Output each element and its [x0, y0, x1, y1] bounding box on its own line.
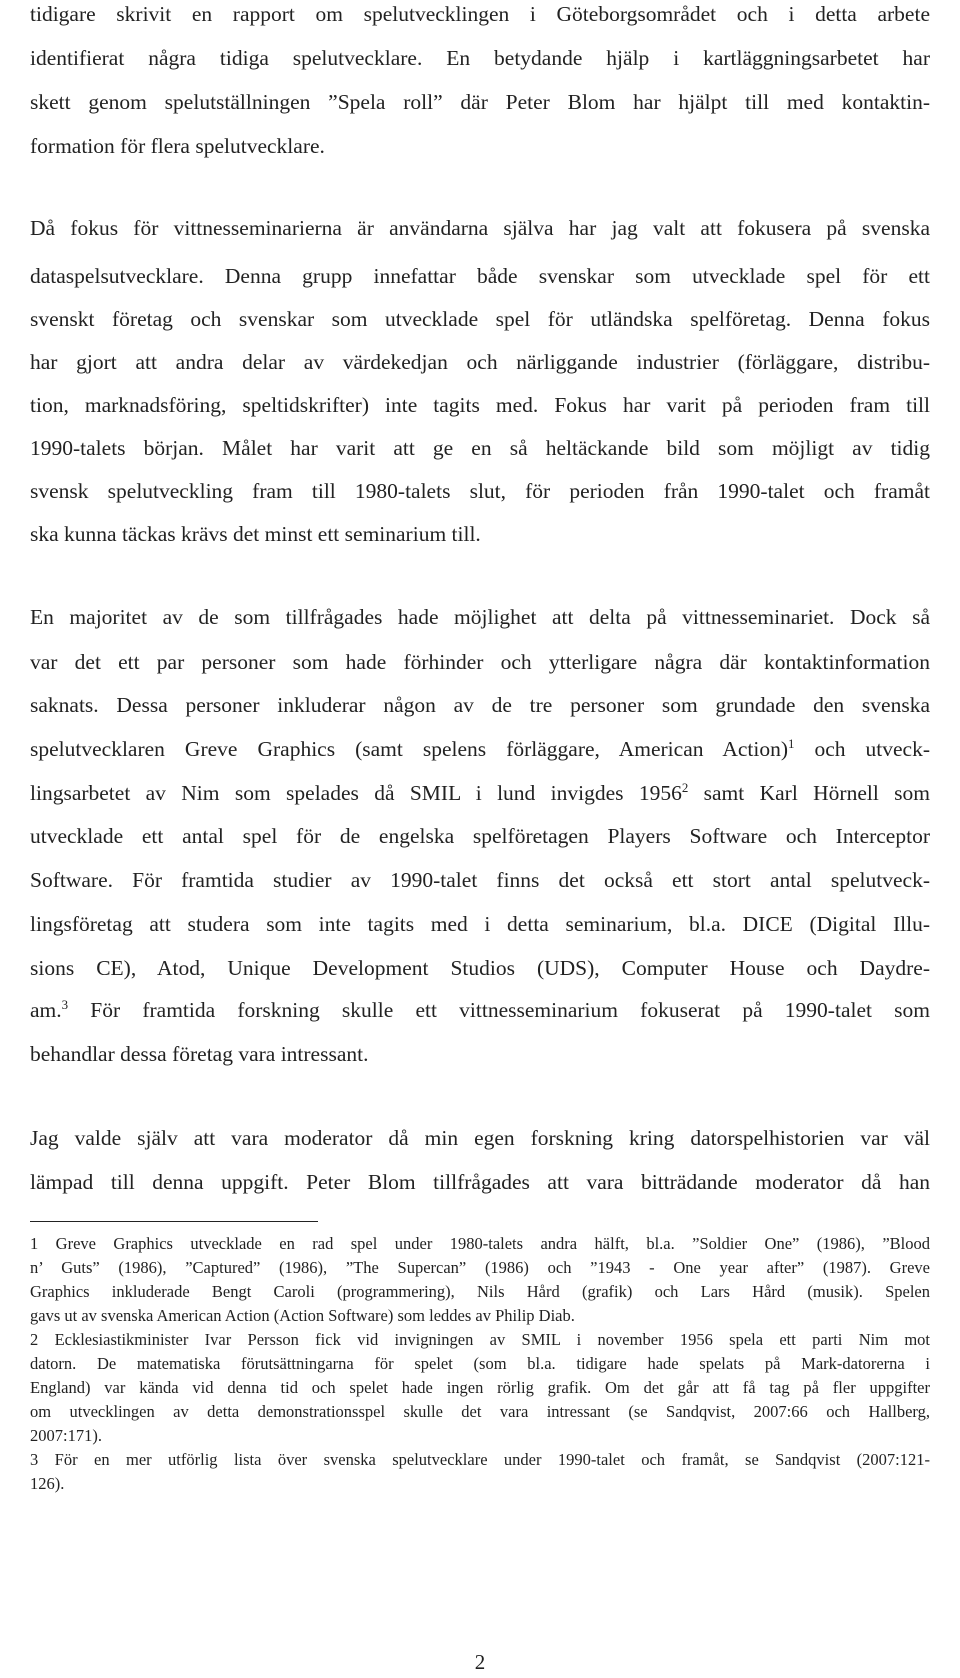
footnote-ref-2[interactable]: 2	[681, 780, 689, 795]
footnote-3-line	[30, 1450, 930, 1470]
text-line: tion, marknadsföring, speltidskrifter) inte tagits med. Fokus har varit på perioden fram till	[30, 393, 930, 417]
text-line: saknats. Dessa personer inkluderar någon av de tre personer som grundade den svenska	[30, 693, 930, 717]
footnote-1-line: n’ Guts” (1986), ”Captured” (1986), ”The Supercan” (1986) och ”1943 - One year after” (1987). Greve	[30, 1258, 930, 1277]
footnote-number: 2	[30, 1330, 39, 1349]
text-segment: samt Karl Hörnell som	[688, 781, 930, 805]
footnote-ref-3[interactable]: 3	[61, 997, 69, 1012]
text-line: har gjort att andra delar av värdekedjan och närliggande industrier (förläggare, distribu-	[30, 350, 930, 374]
text-line: skett genom spelutställningen ”Spela roll” där Peter Blom har hjälpt till med kontaktin-	[30, 90, 930, 114]
text-line: formation för flera spelutvecklare.	[30, 134, 325, 158]
text-segment: och utveck-	[794, 737, 930, 761]
footnote-number: 3	[30, 1450, 39, 1469]
footnote-1-line: Graphics inkluderade Bengt Caroli (programmering), Nils Hård (grafik) och Lars Hård (musik). Spelen	[30, 1282, 930, 1301]
text-line: identifierat några tidiga spelutvecklare. En betydande hjälp i kartläggningsarbetet har	[30, 46, 930, 70]
footnote-text: Ecklesiastikminister Ivar Persson fick vid invigningen av SMIL i november 1956 spela ett parti Nim mot	[54, 1330, 931, 1349]
text-line: En majoritet av de som tillfrågades hade möjlighet att delta på vittnesseminariet. Dock så	[30, 605, 930, 629]
footnote-1-line	[30, 1234, 930, 1254]
footnote-number: 1	[30, 1234, 39, 1253]
text-line: var det ett par personer som hade förhinder och ytterligare några där kontaktinformation	[30, 650, 930, 674]
text-segment: am.	[30, 998, 62, 1022]
footnote-ref-1[interactable]: 1	[788, 736, 795, 751]
text-line: Software. För framtida studier av 1990-talet finns det också ett stort antal spelutveck-	[30, 868, 930, 892]
footnote-2-line: datorn. De matematiska förutsättningarna för spelet (som bl.a. tidigare hade spelats på Mark-datorerna i	[30, 1354, 930, 1373]
text-line: behandlar dessa företag vara intressant.	[30, 1042, 369, 1066]
footnote-text: Greve Graphics utvecklade en rad spel under 1980-talets andra hälft, bl.a. ”Soldier One” (1986), ”Blood	[55, 1234, 930, 1253]
footnote-2-line: England) var kända vid denna tid och spelet hade ingen rörlig grafik. Om det går att få tag på fler uppgifter	[30, 1378, 930, 1397]
text-line: tidigare skrivit en rapport om spelutvecklingen i Göteborgsområdet och i detta arbete	[30, 2, 930, 26]
text-line: lämpad till denna uppgift. Peter Blom tillfrågades att vara bitträdande moderator då han	[30, 1170, 930, 1194]
footnote-3-line: 126).	[30, 1474, 65, 1493]
text-line: Då fokus för vittnesseminarierna är användarna själva har jag valt att fokusera på svenska	[30, 216, 930, 240]
text-segment: För framtida forskning skulle ett vittnesseminarium fokuserat på 1990-talet som	[68, 998, 930, 1022]
footnote-2-line: 2007:171).	[30, 1426, 102, 1445]
text-segment: lingsarbetet av Nim som spelades då SMIL i lund invigdes 1956	[30, 781, 682, 805]
footnote-separator	[30, 1221, 318, 1222]
text-line	[30, 781, 930, 805]
text-line: dataspelsutvecklare. Denna grupp innefattar både svenskar som utvecklade spel för ett	[30, 264, 930, 288]
footnote-text: För en mer utförlig lista över svenska spelutvecklare under 1990-talet och framåt, se Sandqvist (2007:121-	[54, 1450, 931, 1469]
text-line: svensk spelutveckling fram till 1980-talets slut, för perioden från 1990-talet och framåt	[30, 479, 930, 503]
text-line	[30, 737, 930, 761]
page-number: 2	[474, 1650, 486, 1674]
text-segment: spelutvecklaren Greve Graphics (samt spelens förläggare, American Action)	[30, 737, 788, 761]
text-line: utvecklade ett antal spel för de engelska spelföretagen Players Software och Interceptor	[30, 824, 930, 848]
text-line: svenskt företag och svenskar som utvecklade spel för utländska spelföretag. Denna fokus	[30, 307, 930, 331]
text-line: sions CE), Atod, Unique Development Studios (UDS), Computer House och Daydre-	[30, 956, 930, 980]
footnote-2-line	[30, 1330, 930, 1350]
footnote-2-line: om utvecklingen av detta demonstrationsspel skulle det vara intressant (se Sandqvist, 2007:66 och Hallberg,	[30, 1402, 930, 1421]
text-line: lingsföretag att studera som inte tagits med i detta seminarium, bl.a. DICE (Digital Illu-	[30, 912, 930, 936]
text-line: ska kunna täckas krävs det minst ett seminarium till.	[30, 522, 481, 546]
text-line: 1990-talets början. Målet har varit att ge en så heltäckande bild som möjligt av tidig	[30, 436, 930, 460]
text-line	[30, 998, 930, 1022]
text-line: Jag valde själv att vara moderator då min egen forskning kring datorspelhistorien var väl	[30, 1126, 930, 1150]
footnote-1-line: gavs ut av svenska American Action (Action Software) som leddes av Philip Diab.	[30, 1306, 575, 1325]
